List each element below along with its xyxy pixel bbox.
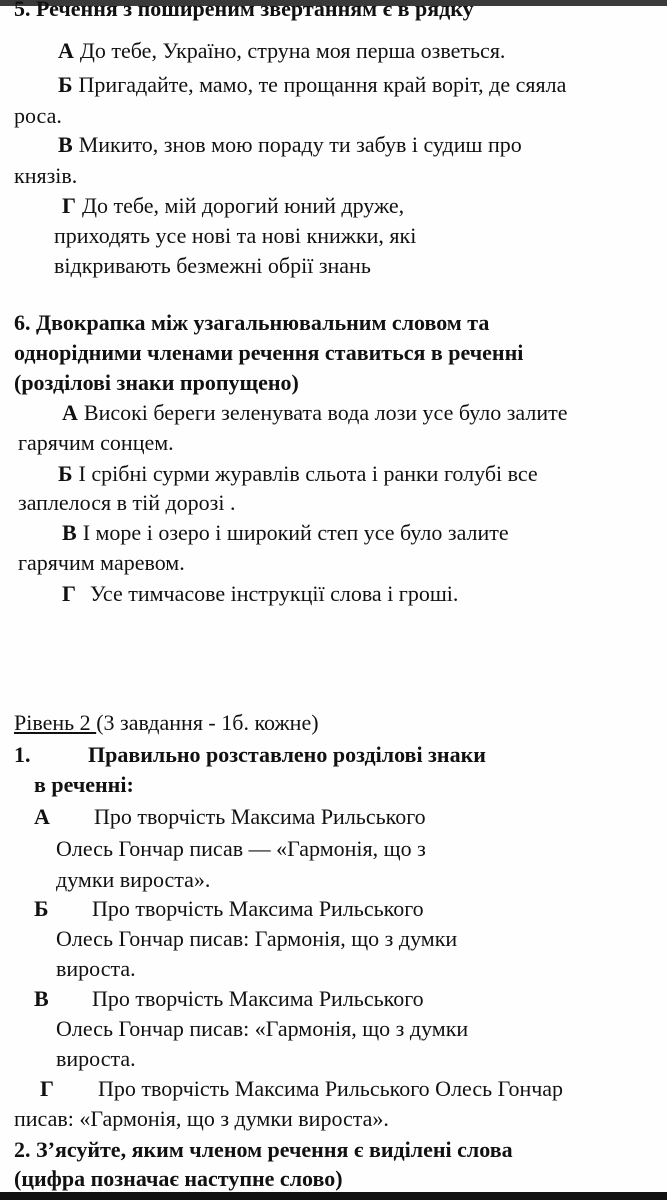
option-text: І море і озеро і широкий степ усе було залите [82,520,509,545]
option-text: До тебе, Україно, струна моя перша озветься. [79,38,506,63]
q5-option-a [58,38,505,64]
option-text: До тебе, мій дорогий юний друже, [82,193,405,218]
q5-option-b-cont: роса. [14,103,62,128]
l2-q1-number: 1. [14,742,31,767]
option-text: Пригадайте, мамо, те прощання край воріт, де сяяла [78,72,567,97]
q6-option-v-cont: гарячим маревом. [18,550,185,575]
level2-heading-rest: (3 завдання - 1б. кожне) [96,710,319,735]
q5-option-g [62,193,404,219]
q6-option-b-cont: заплелося в тій дорозі . [18,490,236,515]
l2-option-v-label: В [34,986,49,1011]
q5-title: 5. Речення з поширеним звертанням є в рядку [14,0,474,21]
l2-q2-title: 2. З’ясуйте, яким членом речення є виділені слова [14,1137,513,1162]
q5-option-b [58,72,566,98]
q6-option-a [62,400,568,426]
option-label: А [58,38,74,63]
q6-option-g [62,581,458,607]
l2-q2-subtitle: (цифра позначає наступне слово) [14,1166,343,1191]
l2-option-b-line3: вироста. [56,956,136,981]
l2-option-a-line3: думки вироста». [56,867,211,892]
l2-option-a-line1: Про творчість Максима Рильського [94,804,426,829]
option-label: Б [58,72,73,97]
option-label: А [62,400,78,425]
option-label: В [58,132,73,157]
q5-option-v-cont: князів. [14,163,78,188]
l2-option-a-line2: Олесь Гончар писав — «Гармонія, що з [56,836,426,861]
option-text: І срібні сурми журавлів сльота і ранки голубі все [78,461,538,486]
option-text: Микито, знов мою пораду ти забув і судиш про [78,132,522,157]
level2-heading-underlined: Рівень 2 [14,710,97,735]
q6-option-b [58,461,538,487]
l2-option-v-line3: вироста. [56,1046,136,1071]
l2-option-g-line2: писав: «Гармонія, що з думки вироста». [14,1106,389,1131]
l2-option-b-line2: Олесь Гончар писав: Гармонія, що з думки [56,926,458,951]
l2-q1-title-line1: Правильно розставлено розділові знаки [88,742,486,767]
l2-option-b-label: Б [34,896,49,921]
l2-option-v-line2: Олесь Гончар писав: «Гармонія, що з думки [56,1016,469,1041]
l2-option-a-label: А [34,804,50,829]
q6-title-line2: однорідними членами речення ставиться в реченні [14,340,524,365]
option-label: Г [62,193,76,218]
l2-option-v-line1: Про творчість Максима Рильського [92,986,424,1011]
l2-option-g-label: Г [40,1076,54,1101]
q6-option-v [62,520,509,546]
l2-option-g-line1: Про творчість Максима Рильського Олесь Гончар [98,1076,564,1101]
bottom-dark-strip [0,1192,667,1200]
l2-option-b-line1: Про творчість Максима Рильського [92,896,424,921]
q6-title-line3: (розділові знаки пропущено) [14,370,299,395]
option-label: В [62,520,77,545]
q6-option-a-cont: гарячим сонцем. [18,430,174,455]
option-text: Високі береги зеленувата вода лози усе було залите [83,400,568,425]
q5-option-v [58,132,522,158]
option-label: Б [58,461,73,486]
q6-title-line1: 6. Двокрапка між узагальнювальним словом та [14,310,490,335]
level2-heading [14,710,319,736]
option-label: Г [62,581,76,606]
l2-q1-title-line2: в реченні: [34,772,134,797]
q5-option-g-cont1: приходять усе нові та нові книжки, які [54,223,417,248]
q5-option-g-cont2: відкривають безмежні обрії знань [54,253,371,278]
option-text: Усе тимчасове інструкції слова і гроші. [90,581,459,606]
